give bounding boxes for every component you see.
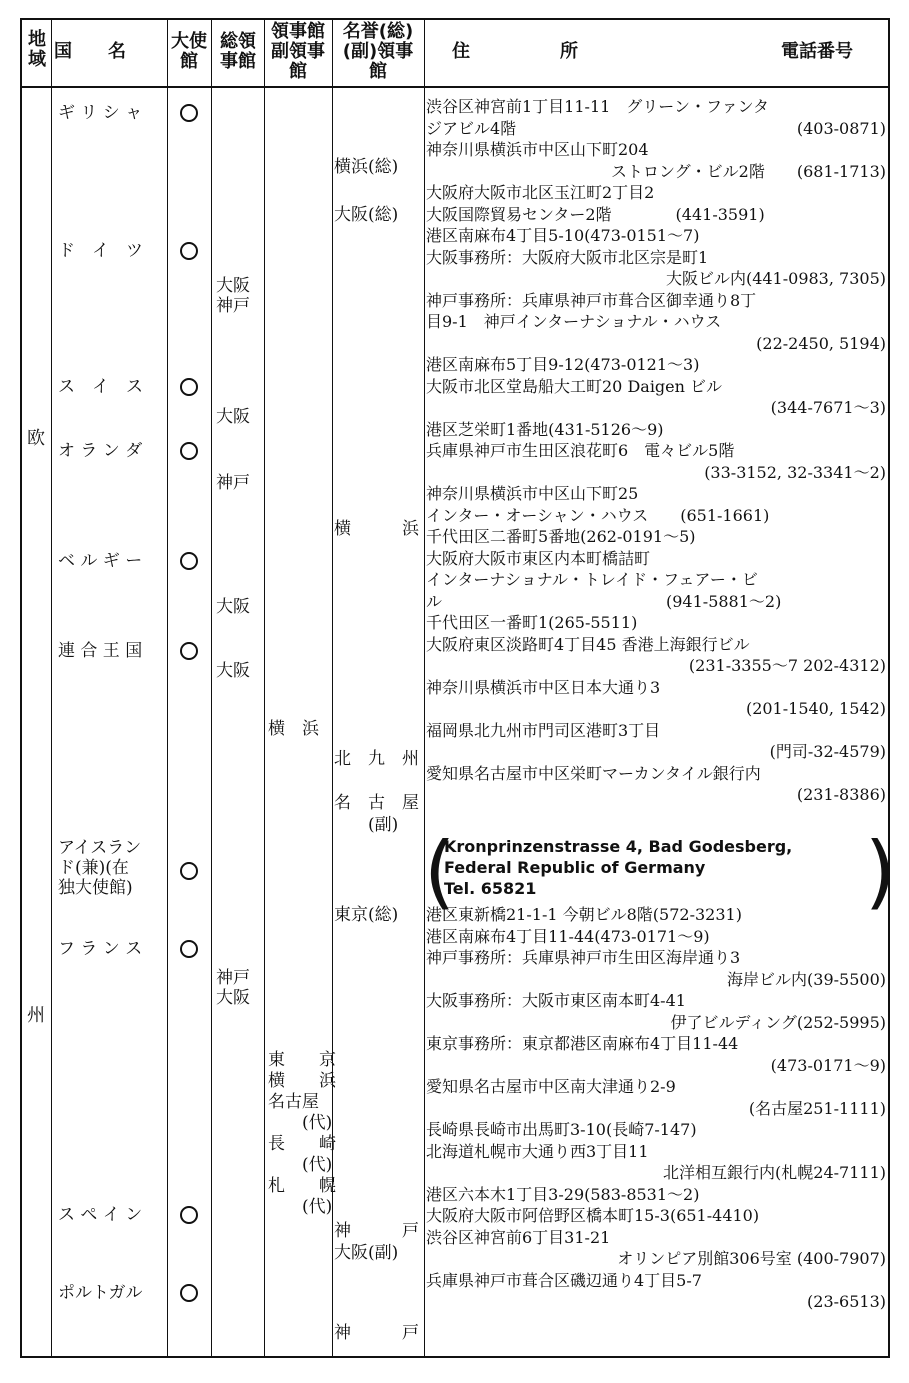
address-line: 渋谷区神宮前6丁目31-21 <box>426 1227 611 1247</box>
address-line: インター・オーシャン・ハウス (651-1661) <box>426 505 770 525</box>
address-line: 兵庫県神戸市生田区浪花町6 電々ビル5階 <box>426 441 735 460</box>
address-line: (344-7671～3) <box>770 398 886 417</box>
embassy-mark-germany <box>180 242 198 260</box>
address-line: オリンピア別館306号室 (400-7907) <box>617 1249 886 1268</box>
address-line: 兵庫県神戸市葺合区磯辺通り4丁目5-7 <box>426 1270 702 1290</box>
embassy-mark-iceland <box>180 862 198 880</box>
country-france: フ ラ ン ス <box>58 939 143 959</box>
embassy-mark-uk <box>180 642 198 660</box>
country-swiss: ス イ ス <box>58 377 143 397</box>
address-line: 神奈川県横浜市中区山下町204 <box>426 140 649 159</box>
address-line: 渋谷区神宮前1丁目11-11 グリーン・ファンタ <box>426 97 770 116</box>
address-line: インターナショナル・トレイド・フェアー・ビ <box>426 570 758 589</box>
embassy-mark-greece <box>180 104 198 122</box>
column-divider <box>51 20 52 1356</box>
address-line: 大阪国際貿易センター2階 (441-3591) <box>426 204 765 224</box>
cg-france: 神戸 大阪 <box>216 968 250 1008</box>
cg-belgium: 大阪 <box>216 597 250 617</box>
address-line: 神奈川県横浜市中区日本大通り3 <box>426 677 661 697</box>
country-uk: 連 合 王 国 <box>58 641 143 661</box>
consulate-directory-table <box>20 18 896 1358</box>
honorary-kobe: 神 戸 <box>334 1323 419 1343</box>
column-divider <box>167 20 168 1356</box>
column-divider <box>424 20 425 1356</box>
address-line: (門司-32-4579) <box>769 742 886 761</box>
address-line: 神戸事務所：兵庫県神戸市生田区海岸通り3 <box>426 948 741 967</box>
address-line: 大阪府東区淡路町4丁目45 香港上海銀行ビル <box>426 634 750 654</box>
country-iceland: アイスラン ド(兼)(在 独大使館) <box>58 838 142 898</box>
address-line: ストロング・ビル2階 (681-1713) <box>610 161 886 181</box>
left-paren: ( <box>424 825 456 918</box>
address-line: (名古屋251-1111) <box>748 1098 886 1118</box>
cg-swiss: 大阪 <box>216 407 250 427</box>
honorary-nagoya: 名 古 屋 (副) <box>334 793 419 835</box>
address-line: 愛知県名古屋市中区栄町マーカンタイル銀行内 <box>426 763 761 783</box>
address-line: (22-2450, 5194) <box>756 333 886 353</box>
country-netherlands: オ ラ ン ダ <box>58 441 143 461</box>
address-line: 港区芝栄町1番地(431-5126～9) <box>426 419 664 439</box>
address-line: (473-0171～9) <box>770 1055 886 1075</box>
header-phone: 電話番号 <box>781 41 853 62</box>
address-line: (231-3355～7 202-4312) <box>688 656 886 675</box>
header-region: 地域 <box>28 29 46 70</box>
embassy-mark-swiss <box>180 378 198 396</box>
address-line: (403-0871) <box>796 118 886 138</box>
address-line: 大阪ビル内(441-0983, 7305) <box>665 269 886 288</box>
address-line: ル (941-5881～2) <box>426 591 782 611</box>
address-line: 東京事務所：東京都港区南麻布4丁目11-44 <box>426 1034 739 1053</box>
header-honorary-consulate: 名誉(総)(副)領事館 <box>342 21 414 82</box>
country-spain: ス ペ イ ン <box>58 1205 143 1225</box>
header-address: 住 所 <box>452 41 578 62</box>
address-line: 神戸事務所：兵庫県神戸市葺合区御幸通り8丁 <box>426 290 757 310</box>
address-line: 大阪府大阪市阿倍野区橋本町15-3(651-4410) <box>426 1206 760 1225</box>
address-line: 伊了ビルディング(252-5995) <box>670 1012 886 1032</box>
address-line: 海岸ビル内(39-5500) <box>727 969 886 989</box>
consulate-france: 東 京 横 浜 名古屋 (代) 長 崎 (代) 札 幌 (代) <box>268 1050 336 1217</box>
cg-netherlands: 神戸 <box>216 473 250 493</box>
iceland-note-text <box>444 836 792 899</box>
address-block-upper <box>426 96 886 806</box>
embassy-mark-belgium <box>180 552 198 570</box>
address-line: 北洋相互銀行内(札幌24-7111) <box>663 1163 886 1182</box>
address-line: 港区南麻布5丁目9-12(473-0121～3) <box>426 355 700 374</box>
address-line: 大阪府大阪市東区内本町橋詰町 <box>426 548 651 568</box>
header-consulate: 領事館副領事館 <box>271 21 325 82</box>
address-block-lower <box>426 904 886 1313</box>
country-germany: ド イ ツ <box>58 241 143 261</box>
address-line: 大阪事務所：大阪市東区南本町4-41 <box>426 991 686 1010</box>
honorary-tokyo-g: 東京(総) <box>334 905 399 925</box>
address-line: 長崎県長崎市出馬町3-10(長崎7-147) <box>426 1120 697 1139</box>
region-europe-1: 欧 <box>27 428 45 449</box>
address-line: (201-1540, 1542) <box>745 699 886 718</box>
honorary-kitakyushu: 北 九 州 <box>334 749 419 769</box>
note-line: Kronprinzenstrasse 4, Bad Godesberg, <box>444 837 793 856</box>
header-consulate-general: 総領事館 <box>220 31 256 72</box>
embassy-mark-france <box>180 940 198 958</box>
address-line: 千代田区二番町5番地(262-0191～5) <box>426 527 696 546</box>
honorary-yokohama: 横 浜 <box>334 519 419 539</box>
address-line: (23-6513) <box>807 1292 886 1311</box>
address-line: 港区南麻布4丁目5-10(473-0151～7) <box>426 226 700 245</box>
address-line: 大阪府大阪市北区玉江町2丁目2 <box>426 183 655 202</box>
address-line: ジアビル4階 <box>426 118 517 138</box>
right-paren: ) <box>864 825 896 918</box>
region-europe-2: 州 <box>27 1005 45 1026</box>
cg-uk: 大阪 <box>216 661 250 681</box>
column-divider <box>211 20 212 1356</box>
embassy-mark-spain <box>180 1206 198 1224</box>
consulate-uk: 横 浜 <box>268 719 319 739</box>
header-divider <box>22 86 888 88</box>
header-country: 国 名 <box>54 41 126 62</box>
honorary-yokohama-g: 横浜(総) <box>334 157 399 177</box>
embassy-mark-portugal <box>180 1284 198 1302</box>
honorary-kobe-osaka: 神 戸 大阪(副) <box>334 1221 419 1263</box>
address-line: 千代田区一番町1(265-5511) <box>426 613 638 632</box>
note-line: Tel. 65821 <box>444 879 537 898</box>
address-line: 北海道札幌市大通り西3丁目11 <box>426 1141 649 1161</box>
address-line: 愛知県名古屋市中区南大津通り2-9 <box>426 1077 676 1096</box>
address-line: 港区東新橋21-1-1 今朝ビル8階(572-3231) <box>426 905 742 924</box>
address-line: 福岡県北九州市門司区港町3丁目 <box>426 720 661 740</box>
address-line: 港区六本木1丁目3-29(583-8531～2) <box>426 1184 700 1204</box>
embassy-mark-netherlands <box>180 442 198 460</box>
cg-germany: 大阪 神戸 <box>216 276 250 316</box>
address-line: 港区南麻布4丁目11-44(473-0171～9) <box>426 926 710 946</box>
column-divider <box>264 20 265 1356</box>
address-line: 大阪事務所：大阪府大阪市北区宗是町1 <box>426 247 709 267</box>
country-portugal: ポルトガル <box>58 1283 143 1303</box>
address-line: 大阪市北区堂島船大工町20 Daigen ビル <box>426 376 723 396</box>
country-greece: ギ リ シ ャ <box>58 103 143 123</box>
country-belgium: ベ ル ギ ー <box>58 551 143 571</box>
honorary-osaka-g: 大阪(総) <box>334 205 399 225</box>
address-line: 神奈川県横浜市中区山下町25 <box>426 484 639 503</box>
note-line: Federal Republic of Germany <box>444 858 706 877</box>
address-line: (33-3152, 32-3341～2) <box>704 462 886 482</box>
address-line: 目9-1 神戸インターナショナル・ハウス <box>426 312 722 331</box>
header-embassy: 大使館 <box>171 31 207 72</box>
address-line: (231-8386) <box>796 785 886 804</box>
